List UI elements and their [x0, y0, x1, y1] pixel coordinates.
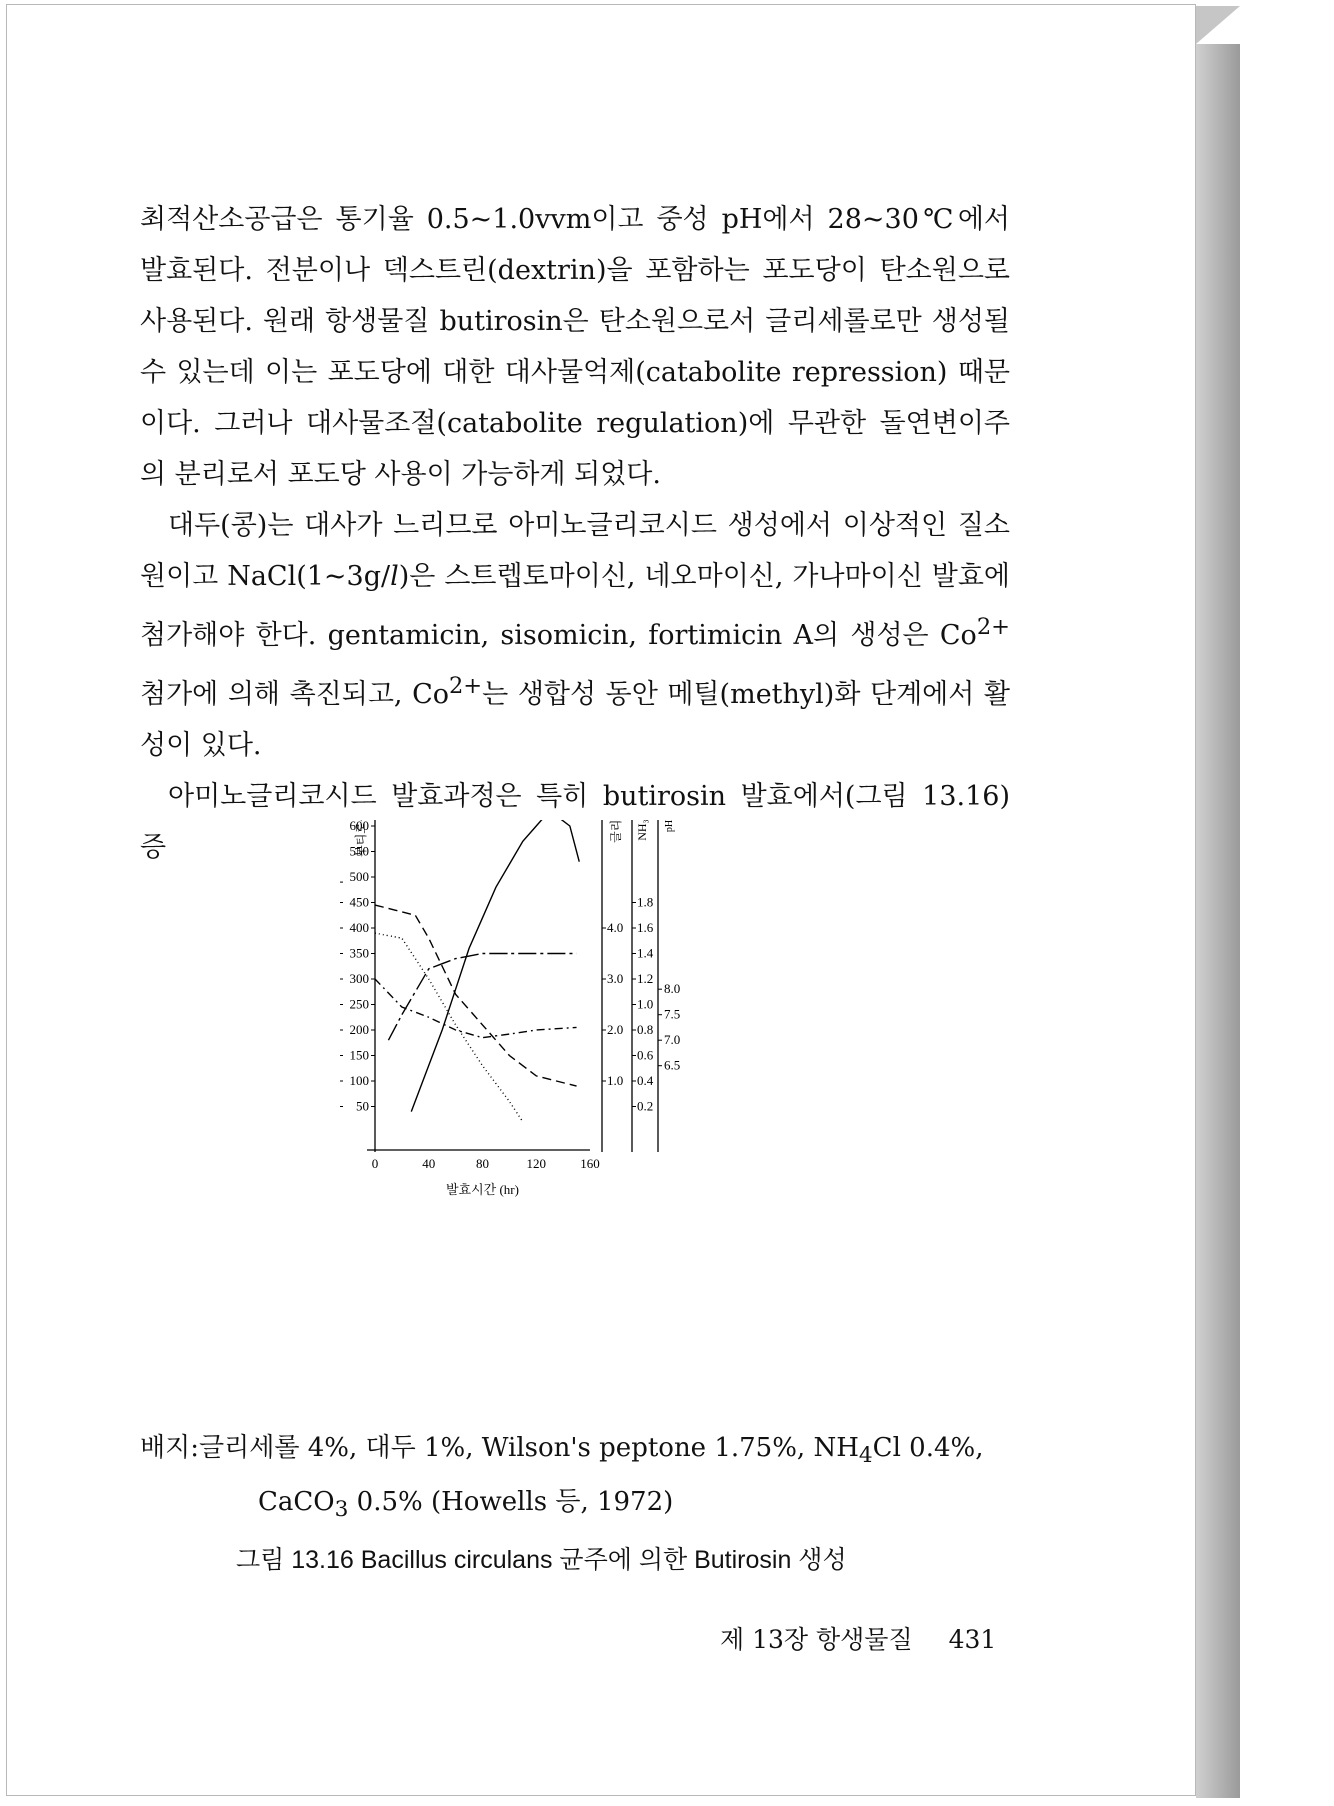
paragraph-1: 최적산소공급은 통기율 0.5~1.0vvm이고 중성 pH에서 28~30℃에서 발효된다. 전분이나 덱스트린(dextrin)을 포함하는 포도당이 탄소원으로 사용된다. 원래 항생물질 butirosin은 탄소원으로서 글리세롤로만 생성될 수 있는데 이는 포도당에 대한 대사물억제(catabolite repression) 때문이다. 그러나 대사물조절(catabolite regulation)에 무관한 돌연변이주의 분리로서 포도당 사용이 가능하게 되었다. [140, 204, 1010, 490]
glycerol-tick-label: 2.0 [607, 1022, 624, 1037]
ph-tick-label: 8.0 [664, 981, 681, 997]
nh3-tick-label: 1.4 [637, 945, 654, 961]
glycerol-tick-label: 3.0 [607, 971, 624, 986]
paragraph-2: 대두(콩)는 대사가 느리므로 아미노글리코시드 생성에서 이상적인 질소원이고 NaCl(1~3g/l)은 스트렙토마이신, 네오마이신, 가나마이신 발효에 첨가해야 한다. gentamicin, sisomicin, fortimicin A의 생성은 $Co^{2+}$ 첨가에 의해 촉진되고, $Co^{2+}$는 생합성 동안 메틸(methyl)화 단계에서 활성이 있다. [140, 510, 1011, 761]
ph-tick-label: 7.0 [664, 1032, 681, 1048]
glycerol-tick-label: 4.0 [607, 920, 624, 935]
x-tick-label: 160 [580, 1156, 600, 1171]
nh3-axis-label [635, 820, 649, 841]
nh3-tick-label: 1.0 [637, 996, 654, 1012]
series-ph-line [375, 979, 577, 1038]
butirosin-tick-label: 550 [349, 843, 369, 859]
x-tick-label: 120 [526, 1156, 546, 1171]
nh3-tick-label: 1.8 [637, 894, 654, 910]
caption-line-1: 배지:글리세롤 4%, 대두 1%, Wilson's peptone 1.75%, $NH_4Cl$ 0.4%, [140, 1433, 984, 1469]
chapter-title: 제 13장 항생물질 [720, 1625, 913, 1654]
chart-svg [340, 820, 820, 1400]
page-edge-fold [1196, 6, 1240, 44]
butirosin-tick-label: 50 [356, 1098, 369, 1114]
ph-axis-label: pH [664, 820, 675, 833]
x-tick-label: 0 [371, 1156, 379, 1171]
glycerol-axis-label [608, 820, 623, 843]
butirosin-tick-label: 200 [349, 1022, 369, 1037]
nh3-tick-label: 1.2 [637, 971, 654, 986]
body-text [140, 194, 1010, 873]
nh3-tick-label: 0.6 [637, 1047, 654, 1063]
page-footer [720, 1620, 996, 1656]
butirosin-tick-label: 450 [349, 894, 369, 910]
butirosin-tick-label: 600 [349, 820, 369, 833]
nh3-tick-label: 1.6 [637, 920, 654, 935]
ph-tick-label: 7.5 [664, 1006, 681, 1022]
butirosin-axis-label [353, 820, 368, 857]
page-edge-shadow [1196, 6, 1240, 1798]
figure-caption [140, 1425, 1040, 1533]
figure-title: 그림 13.16 Bacillus circulans 균주에 의한 Butirosin 생성 [236, 1546, 847, 1574]
x-axis-label: 발효시간 (hr) [446, 1182, 519, 1197]
series-growth-line [388, 954, 576, 1041]
page-number: 431 [948, 1625, 997, 1654]
nh3-tick-label: 0.4 [637, 1073, 654, 1088]
butirosin-tick-label: 250 [349, 996, 369, 1012]
butirosin-tick-label: 500 [349, 869, 369, 884]
butirosin-tick-label: 400 [349, 920, 369, 935]
glycerol-tick-label: 1.0 [607, 1073, 624, 1088]
caption-line-2: CaCO$_3$ 0.5% (Howells 등, 1972) [258, 1487, 674, 1523]
paragraph-3: 아미노글리코시드 발효과정은 특히 butirosin 발효에서(그림 13.16) 증 [140, 781, 1010, 863]
x-tick-label: 40 [422, 1156, 436, 1171]
butirosin-tick-label: 150 [349, 1047, 369, 1063]
nh3-tick-label: 0.8 [637, 1022, 654, 1037]
nh3-tick-label: 0.2 [637, 1098, 654, 1114]
x-tick-label: 80 [476, 1156, 489, 1171]
butirosin-tick-label: 100 [349, 1073, 369, 1088]
butirosin-tick-label: 300 [349, 971, 369, 986]
figure-chart [340, 820, 820, 1400]
ph-tick-label: 6.5 [664, 1057, 681, 1073]
butirosin-tick-label: 350 [349, 945, 369, 961]
